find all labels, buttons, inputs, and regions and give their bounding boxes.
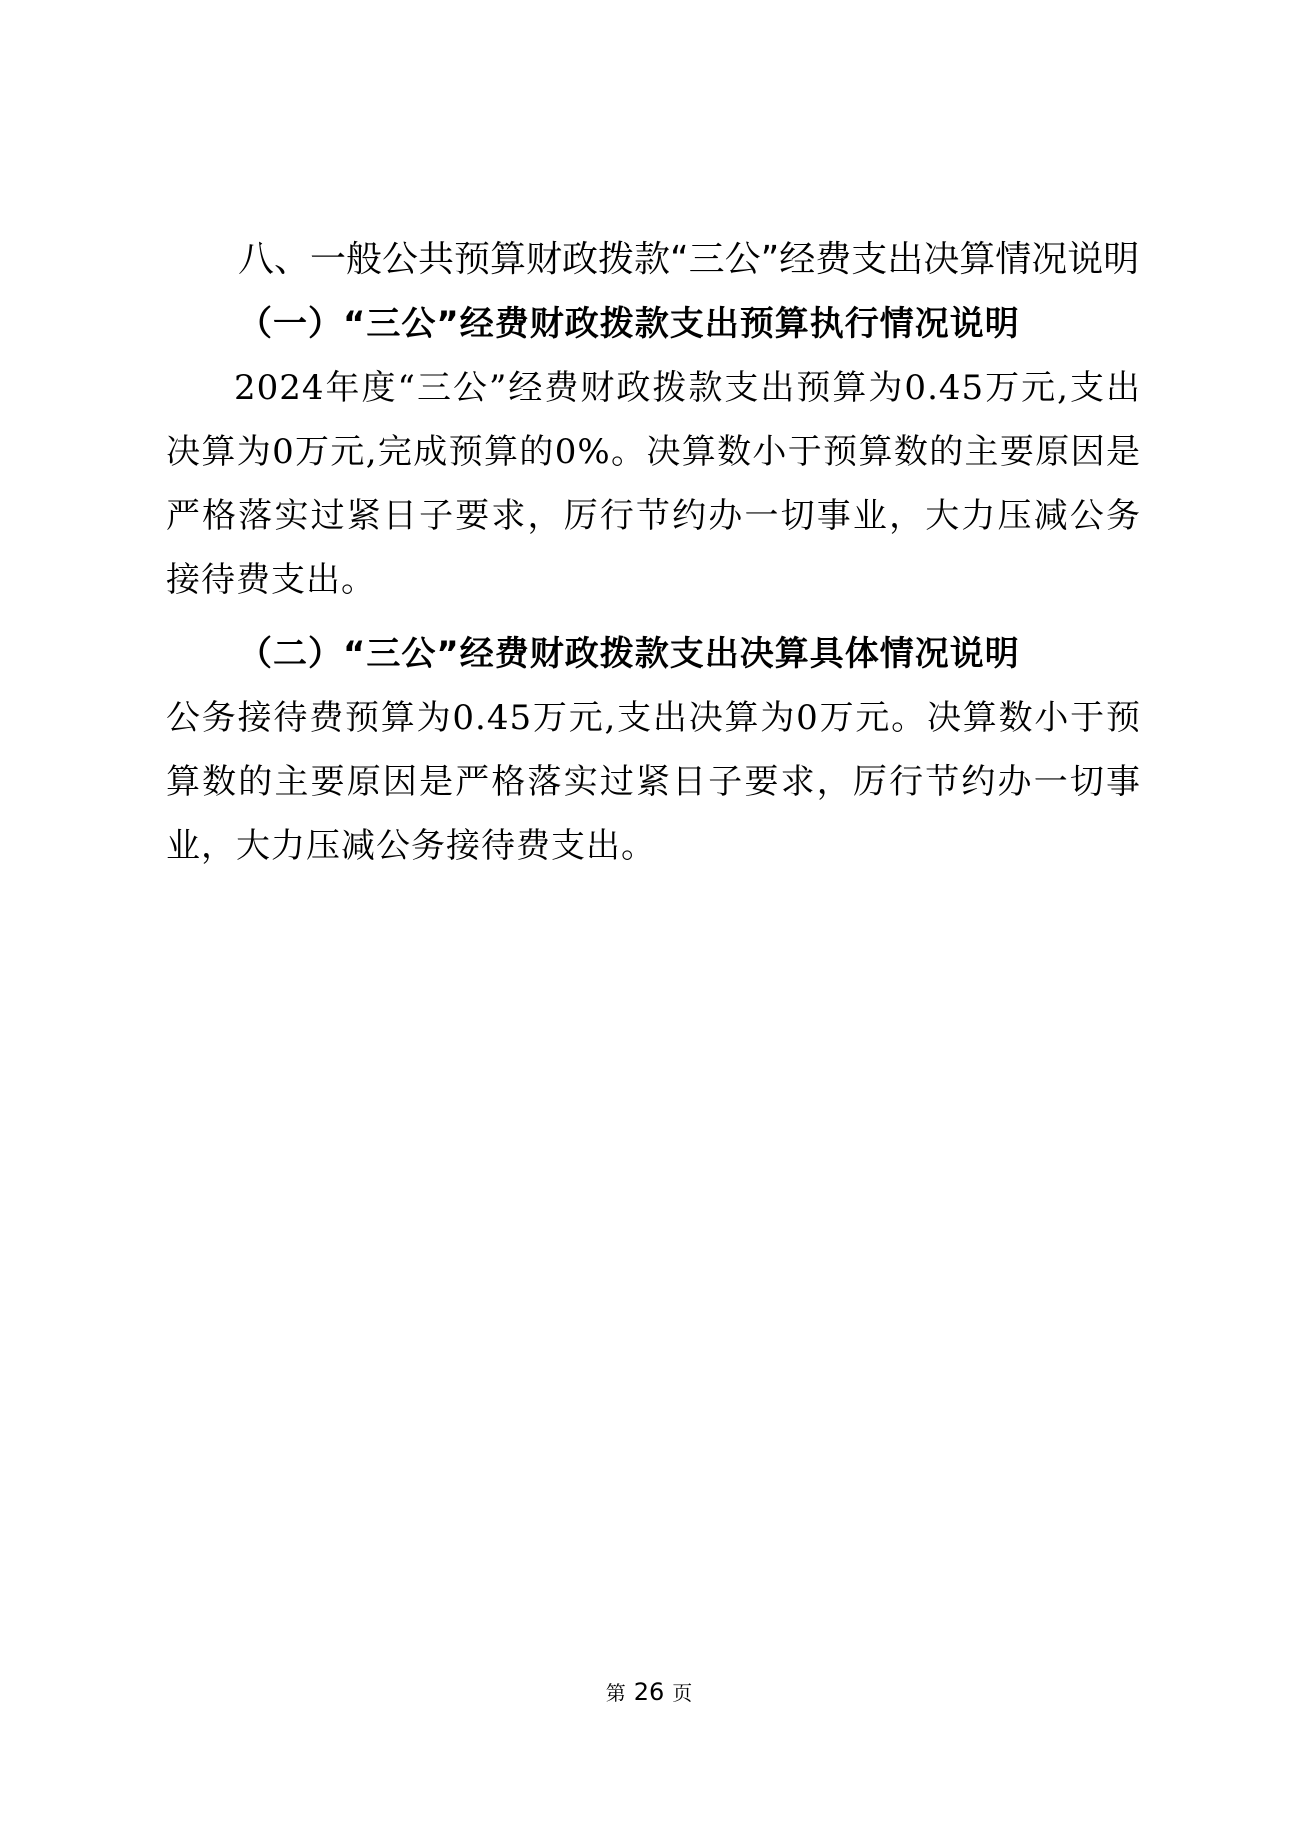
subsection-title-1: （一）“三公”经费财政拨款支出预算执行情况说明 <box>238 304 1020 344</box>
subsection-paragraph-1: 2024年度“三公”经费财政拨款支出预算为0.45万元,支出决算为0万元,完成预算的0%。决算数小于预算数的主要原因是严格落实过紧日子要求，厉行节约办一切事业，大力压减公务接待费支出。 <box>166 368 1141 600</box>
page-number: 26 <box>633 1678 665 1706</box>
page-number-suffix: 页 <box>672 1681 693 1705</box>
document-body <box>166 228 1141 878</box>
page-number-prefix: 第 <box>605 1681 626 1705</box>
subsection-title-2: （二）“三公”经费财政拨款支出决算具体情况说明 <box>238 634 1020 674</box>
section-heading: 八、一般公共预算财政拨款“三公”经费支出决算情况说明 <box>238 239 1140 280</box>
subsection-paragraph-2: 公务接待费预算为0.45万元,支出决算为0万元。决算数小于预算数的主要原因是严格落实过紧日子要求，厉行节约办一切事业，大力压减公务接待费支出。 <box>166 698 1141 866</box>
page-footer <box>0 1677 1298 1708</box>
